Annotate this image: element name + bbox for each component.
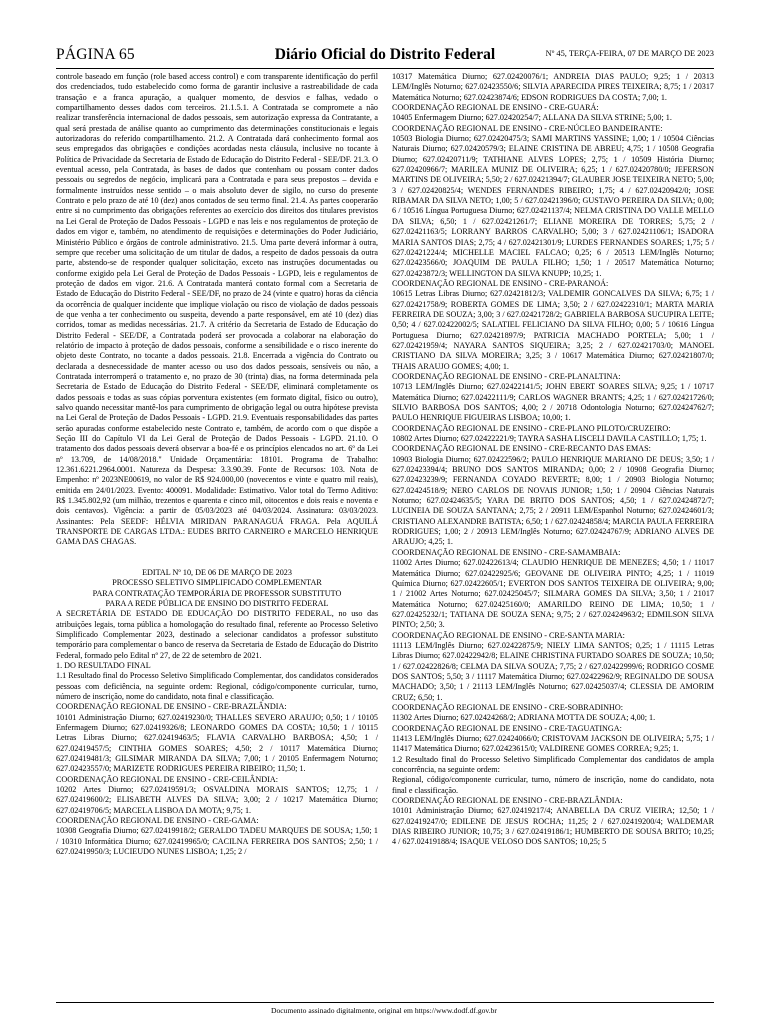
section-paragraph: Regional, código/componente curricular, turno, número de inscrição, nome do candidato, nota final e classificação. xyxy=(392,775,714,795)
candidate-list: 10317 Matemática Diurno; 627.02420076/1; ANDREIA DIAS PAULO; 9,25; 1 / 20313 LEM/Inglês Noturno; 627.02423550/6; SILVIA APARECIDA PIRES TEIXEIRA; 8,75; 1 / 20317 Matemática Noturno; 627.02423874/6; EDSON RODRIGUES DA COSTA; 7,00; 1. xyxy=(392,72,714,102)
regional-heading: COORDENAÇÃO REGIONAL DE ENSINO - CRE-GAMA: xyxy=(56,816,259,826)
candidate-list: 10202 Artes Diurno; 627.02419591/3; OSVALDINA MORAIS SANTOS; 12,75; 1 / 627.02419600/2; ELISABETH ALVES DA SILVA; 3,00; 2 / 10217 Matemática Diurno; 627.02419706/5; MARCELA LISBOA DA MOTA; 9,75; 1. xyxy=(56,785,378,815)
header-divider xyxy=(56,68,714,69)
regional-heading: COORDENAÇÃO REGIONAL DE ENSINO - CRE-PLANALTINA: xyxy=(392,371,621,381)
regional-heading: COORDENAÇÃO REGIONAL DE ENSINO - CRE-SAMAMBAIA: xyxy=(392,547,621,557)
contract-text: controle baseado em função (role based access control) e com transparente identificação do perfil dos credenciados, tudo estabelecido como forma de garantir inclusive a rastreabilidade de cada transação e a franca apuração, a qualquer momento, de desvios e falhas, vedado o compartilhamento desses dados com terceiros. 21.1.5.1. A Contratada se compromete a não realizar transferência internacional de dados pessoais, sem autorização expressa da Contratante, a qual será prestada de análise quanto ao cumprimento das determinações constitucionais e legais autorizadoras do referido compartilhamento. 21.2. A Contratada dará conhecimento formal aos seus empregados das obrigações e condições acordadas nesta cláusula, inclusive no tocante à Política de Privacidade da Secretaria de Estado de Educação do Distrito Federal - SEE/DF. 21.3. O eventual acesso, pela Contratada, às bases de dados que contenham ou possam conter dados pessoais ou segredos de negócio, implicará para a Contratada e para seus prepostos – devida e formalmente instruídos nesse sentido – o mais absoluto dever de sigilo, no curso do presente Contrato e pelo prazo de até 10 (dez) anos contados de seu termo final. 21.4. As partes cooperarão entre si no cumprimento das obrigações referentes ao exercício dos direitos dos titulares previstos na Lei Geral de Proteção de Dados Pessoais - LGPD e nas leis e nos regulamentos de proteção de dados em vigor e, também, no atendimento de requisições e determinações do Poder Judiciário, Ministério Público e órgãos de controle administrativo. 21.5. Uma parte deverá informar à outra, sempre que receber uma solicitação de um titular de dados, a respeito de dados pessoais da outra parte, abstendo-se de responder qualquer solicitação, exceto nas instruções documentadas ou conforme exigido pela Lei Geral de Proteção de Dados Pessoais - LGPD, leis e regulamentos de proteção de dados em vigor. 21.6. A Contratada manterá contato formal com a Secretaria de Estado de Educação do Distrito Federal - SEE/DF, no prazo de 24 (vinte e quatro) horas da ciência da ocorrência de qualquer incidente que implique violação ou risco de violação de dados pessoais de que venha a ter conhecimento ou suspeita, devendo a parte responsável, em até 10 (dez) dias corridos, tomar as medidas necessárias. 21.7. A critério da Secretaria de Estado de Educação do Distrito Federal - SEE/DF, a Contratada poderá ser provocada a colaborar na elaboração do relatório de impacto à proteção de dados pessoais, conforme a sensibilidade e o risco inerente do objeto deste Contrato, no tocante a dados pessoais. 21.8. Encerrada a vigência do Contrato ou declarada a desnecessidade de manter acesso ou uso dos dados pessoais, sensíveis ou não, a Contratada interromperá o tratamento e, no prazo de 30 (trinta) dias, na forma determinada pela Secretaria de Estado de Educação do Distrito Federal - SEE/DF, eliminará completamente os dados pessoais e todas as suas cópias porventura existentes (em formato digital, físico ou outro), salvo quando necessitar mantê-los para cumprimento de obrigação legal ou outra hipótese prevista na Lei Geral de Proteção de Dados Pessoais - LGPD. 21.9. Eventuais responsabilidades das partes serão apuradas conforme estabelecido neste Contrato e, também, de acordo com o que dispõe a Seção III do Capítulo VI da Lei Geral de Proteção de Dados Pessoais - LGPD. 21.10. O tratamento dos dados pessoais deverá observar a boa-fé e os princípios elencados no art. 6º da Lei nº 13.709, de 14/08/2018." Unidade Orçamentária: 18101. Programa de Trabalho: 12.361.6221.2964.0001. Natureza da Despesa: 3.3.90.39. Fonte de Recursos: 103. Nota de Empenho: nº 2023NE00619, no valor de R$ 924.000,00 (novecentos e vinte e quatro mil reais), emitida em 24/01/2023. Evento: 400091. Modalidade: Estimativo. Valor total do Termo Aditivo: R$ 1.345.802,92 (um milhão, trezentos e quarenta e cinco mil, oitocentos e dois reais e noventa e dois centavos). Vigência: a partir de 05/03/2023 até 04/03/2024. Assinatura: 03/03/2023. Assinantes: Pela SEEDF: HÉLVIA MIRIDAN PARANAGUÁ FRAGA. Pela AQUILÁ TRANSPORTE DE CARGAS LTDA.: EUDES BRITO CARNEIRO e MARCELO HENRIQUE GAMA DAS CHAGAS. xyxy=(56,72,378,547)
publication-title: Diário Oficial do Distrito Federal xyxy=(274,46,496,63)
candidate-list: 10101 Administração Diurno; 627.02419230/0; THALLES SEVERO ARAUJO; 0,50; 1 / 10105 Enfermagem Diurno; 627.02419326/8; LEONARDO GOMES DA COSTA; 10,50; 1 / 10115 Letras Libras Diurno; 627.02419463/5; FLAVIA CARVALHO BARBOSA; 4,50; 1 / 627.02419457/5; CINTHIA GOMES SOARES; 4,50; 2 / 10117 Matemática Diurno; 627.02419481/3; GILSIMAR MIRANDA DA SILVA; 7,00; 1 / 20105 Enfermagem Noturno; 627.02423557/0; MARIZETE RODRIGUES PEREIRA RIBEIRO; 11,50; 1. xyxy=(56,712,378,774)
regional-heading: COORDENAÇÃO REGIONAL DE ENSINO - CRE-RECANTO DAS EMAS: xyxy=(392,444,651,454)
page-number: PÁGINA 65 xyxy=(56,46,135,63)
edital-subheading: PARA A REDE PÚBLICA DE ENSINO DO DISTRITO FEDERAL xyxy=(105,598,329,608)
regional-heading: COORDENAÇÃO REGIONAL DE ENSINO - CRE-TAGUATINGA: xyxy=(392,723,622,733)
edital-subheading: PROCESSO SELETIVO SIMPLIFICADO COMPLEMENTAR xyxy=(112,578,322,588)
regional-heading: COORDENAÇÃO REGIONAL DE ENSINO - CRE-PARANOÁ: xyxy=(392,278,609,288)
section-paragraph: 1.2 Resultado final do Processo Seletivo Simplificado Complementar dos candidatos de ampla concorrência, na seguinte ordem: xyxy=(392,754,714,775)
regional-heading: COORDENAÇÃO REGIONAL DE ENSINO - CRE-SOBRADINHO: xyxy=(392,702,624,712)
section-spacer xyxy=(56,548,378,568)
candidate-list: 11002 Artes Diurno; 627.02422613/4; CLAUDIO HENRIQUE DE MENEZES; 4,50; 1 / 11017 Matemática Diurno; 627.02422925/6; GEOVANE DE OLIVEIRA PINTO; 4,25; 1 / 11019 Química Diurno; 627.02422605/1; EVERTON DOS SANTOS TEIXEIRA DE OLIVEIRA; 9,00; 1 / 21002 Artes Noturno; 627.02425045/7; SILMARA GOMES DA SILVA; 3,50; 1 / 21017 Matemática Noturno; 627.02425160/0; AMARILDO REINO DE LIMA; 10,50; 1 / 627.02425232/1; TATIANA DE SOUZA SENA; 9,75; 2 / 627.02424963/2; EDMILSON SILVA PINTO; 2,50; 3. xyxy=(392,558,714,630)
edition-info: Nº 45, TERÇA-FEIRA, 07 DE MARÇO DE 2023 xyxy=(545,49,714,58)
candidate-list: 11413 LEM/Inglês Diurno; 627.02424066/0; CRISTOVAM JACKSON DE OLIVEIRA; 5,75; 1 / 11417 Matemática Diurno; 627.02423615/0; VALDIRENE GOMES CORREA; 9,25; 1. xyxy=(392,734,714,754)
candidate-list: 10503 Biologia Diurno; 627.02420475/3; SAMI MARTINS YASSINE; 1,00; 1 / 10504 Ciências Naturais Diurno; 627.02420579/3; ELAINE CRISTINA DE ABREU; 4,75; 1 / 10508 Geografia Diurno; 627.02420711/9; TATHIANE ALVES LOPES; 2,75; 1 / 10509 História Diurno; 627.02420966/7; MARILEA MUNIZ DE OLIVEIRA; 6,25; 1 / 627.02420780/0; JEFERSON MARTINS DE OLIVEIRA; 5,50; 2 / 627.02421394/7; GLAUBER JOSE TEIXEIRA NETO; 5,00; 3 / 627.02420825/4; WENDES FERNANDES RIBEIRO; 1,75; 4 / 627.02420942/0; JOSE RIBAMAR DA SILVA NETO; 1,00; 5 / 627.02421396/0; GUSTAVO PEREIRA DA SILVA; 0,00; 6 / 10516 Língua Portuguesa Diurno; 627.02421137/4; NELMA CRISTINA DO VALLE MELLO DA SILVA; 6,50; 1 / 627.02421261/7; ELIANE MOREIRA DE TORRES; 5,75; 2 / 627.02421163/5; LORRANY BARROS CARVALHO; 5,00; 3 / 627.02421106/1; ISADORA MARIA SANTOS DIAS; 2,75; 4 / 627.02421301/9; LURDES FERNANDES SOARES; 1,75; 5 / 627.02421224/4; MICHELLE MACIEL FALCAO; 0,25; 6 / 20513 LEM/Inglês Noturno; 627.02423566/0; JOAQUIM DE PAULA FILHO; 1,50; 1 / 20517 Matemática Noturno; 627.02423872/3; WELLINGTON DA SILVA KNUPP; 10,25; 1. xyxy=(392,134,714,278)
section-heading: 1. DO RESULTADO FINAL xyxy=(56,660,151,670)
section-paragraph: 1.1 Resultado final do Processo Seletivo Simplificado Complementar, dos candidatos considerados pessoas com deficiência, na seguinte ordem: Regional, código/componente curricular, turno, número de inscrição, nome do candidato, nota final e classificação. xyxy=(56,671,378,701)
regional-heading: COORDENAÇÃO REGIONAL DE ENSINO - CRE-GUARÁ: xyxy=(392,103,599,113)
regional-heading: COORDENAÇÃO REGIONAL DE ENSINO - CRE-PLANO PILOTO/CRUZEIRO: xyxy=(392,423,671,433)
page-header xyxy=(56,46,714,68)
regional-heading: COORDENAÇÃO REGIONAL DE ENSINO - CRE-CEILÂNDIA: xyxy=(56,774,278,784)
candidate-list: 10101 Administração Diurno; 627.02419217/4; ANABELLA DA CRUZ VIEIRA; 12,50; 1 / 627.02419247/0; EDILENE DE JESUS ROCHA; 11,25; 2 / 627.02419200/4; WALDEMAR DIAS RIBEIRO JUNIOR; 10,75; 3 / 627.02419186/1; HUMBERTO DE SOUSA BRITO; 10,25; 4 / 627.02419188/4; ISAQUE VELOSO DOS SANTOS; 10,25; 5 xyxy=(392,806,714,847)
candidate-list: 10903 Biologia Diurno; 627.02422596/2; PAULO HENRIQUE MARIANO DE DEUS; 3,50; 1 / 627.02423394/4; BRUNO DOS SANTOS MIRANDA; 0,00; 2 / 10908 Geografia Diurno; 627.02423239/9; FERNANDA COYADO REVERTE; 8,00; 1 / 20903 Biologia Noturno; 627.02424518/9; NERO CARLOS DE NOVAIS JUNIOR; 1,50; 1 / 20904 Ciências Naturais Noturno; 627.02424635/5; YARA DE BRITO DOS SANTOS; 4,50; 1 / 627.02424872/7; LUCINEIA DE SOUZA SANTANA; 2,75; 2 / 20911 LEM/Espanhol Noturno; 627.02424601/3; CRISTIANO ALEXANDRE BATISTA; 6,50; 1 / 627.02424858/4; MARCIA PAULA FERREIRA RODRIGUES; 1,00; 2 / 20913 LEM/Inglês Noturno; 627.02424767/9; ADRIANO ALVES DE ARAUJO; 4,25; 1. xyxy=(392,454,714,547)
right-column xyxy=(392,72,714,980)
candidate-list: 11113 LEM/Inglês Diurno; 627.02422875/9; NIELY LIMA SANTOS; 0,25; 1 / 11115 Letras Libras Diurno; 627.02422942/8; ELAINE CHRISTINA FURTADO SOARES DE SOUZA; 10,50; 1 / 627.02422826/8; CELMA DA SILVA SOUZA; 7,75; 2 / 627.02422999/6; RODRIGO COSME DOS SANTOS; 5,50; 3 / 11117 Matemática Diurno; 627.02422962/9; REGINALDO DE SOUSA MACHADO; 3,50; 1 / 21113 LEM/Inglês Noturno; 627.02425037/4; CLESSIA DE AMORIM CRUZ; 6,50; 1. xyxy=(392,640,714,702)
candidate-list: 10713 LEM/Inglês Diurno; 627.02422141/5; JOHN EBERT SOARES SILVA; 9,25; 1 / 10717 Matemática Diurno; 627.02422111/9; CARLOS WAGNER BRANTS; 4,25; 1 / 627.02421726/0; SILVIO BARBOSA DOS SANTOS; 4,00; 2 / 20718 Odontologia Noturno; 627.02424762/7; PAULO HENRIQUE FIGUEIRAS LISBOA; 10,00; 1. xyxy=(392,382,714,423)
regional-heading: COORDENAÇÃO REGIONAL DE ENSINO - CRE-SANTA MARIA: xyxy=(392,630,625,640)
regional-heading: COORDENAÇÃO REGIONAL DE ENSINO - CRE-BRAZLÂNDIA: xyxy=(392,796,623,806)
regional-heading: COORDENAÇÃO REGIONAL DE ENSINO - CRE-BRAZLÂNDIA: xyxy=(56,702,287,712)
candidate-list: 10405 Enfermagem Diurno; 627.02420254/7; ALLANA DA SILVA STRINE; 5,00; 1. xyxy=(392,113,672,123)
edital-intro: A SECRETÁRIA DE ESTADO DE EDUCAÇÃO DO DISTRITO FEDERAL, no uso das atribuições legais, torna pública a homologação do resultado final, referente ao Processo Seletivo Simplificado Complementar 2023, destinado a selecionar candidatos a professor substituto temporário para complementar o banco de reserva da Secretaria de Estado de Educação do Distrito Federal, formado pelo Edital nº 27, de 22 de setembro de 2021. xyxy=(56,609,378,660)
candidate-list: 10615 Letras Libras Diurno; 627.02421812/3; VALDEMIR GONCALVES DA SILVA; 6,75; 1 / 627.02421758/9; ROBERTA GOMES DE LIMA; 3,50; 2 / 627.02422310/1; MARTA MARIA FERREIRA DE SOUZA; 3,00; 3 / 627.02421728/2; GABRIELA BARBOSA SUCUPIRA LEITE; 0,50; 4 / 627.02422002/5; SALATIEL FELICIANO DA SILVA FILHO; 0,00; 5 / 10616 Língua Portuguesa Diurno; 627.02421897/9; PATRICIA MACHADO PORTELA; 5,00; 1 / 627.02421959/4; NAYARA SANTOS SIQUEIRA; 3,25; 2 / 627.02421703/0; MANOEL CRISTIANO DA SILVA MOREIRA; 3,25; 3 / 10617 Matemática Diurno; 627.02421807/0; THAIS ARAUJO GOMES; 4,00; 1. xyxy=(392,289,714,371)
footer-divider xyxy=(56,1002,714,1003)
candidate-list: 10308 Geografia Diurno; 627.02419918/2; GERALDO TADEU MARQUES DE SOUSA; 1,50; 1 / 10310 Informática Diurno; 627.02419965/0; CACILNA FERREIRA DOS SANTOS; 2,50; 1 / 627.02419950/3; LUCIEUDO NUNES LISBOA; 1,25; 2 / xyxy=(56,826,378,857)
candidate-list: 11302 Artes Diurno; 627.02424268/2; ADRIANA MOTTA DE SOUZA; 4,00; 1. xyxy=(392,713,656,723)
left-column xyxy=(56,72,378,980)
footer-note: Documento assinado digitalmente, original em https://www.dodf.df.gov.br xyxy=(271,1006,497,1015)
regional-heading: COORDENAÇÃO REGIONAL DE ENSINO - CRE-NÚCLEO BANDEIRANTE: xyxy=(392,123,663,133)
edital-heading: EDITAL Nº 10, DE 06 DE MARÇO DE 2023 xyxy=(142,567,292,577)
edital-subheading: PARA CONTRATAÇÃO TEMPORÁRIA DE PROFESSOR SUBSTITUTO xyxy=(92,588,342,598)
candidate-list: 10802 Artes Diurno; 627.02422221/9; TAYRA SASHA LISCELI DAVILA CASTILLO; 1,75; 1. xyxy=(392,434,707,444)
